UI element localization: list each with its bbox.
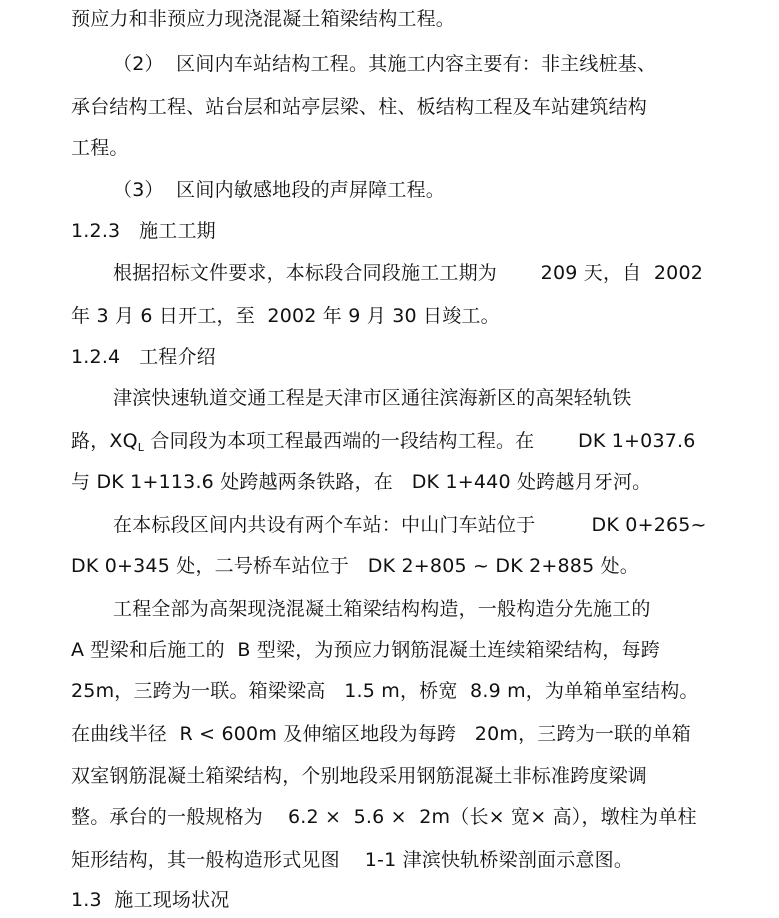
- section-heading: 1.2.4 工程介绍: [71, 346, 216, 368]
- text-line: A 型梁和后施工的 B 型梁，为预应力钢筋混凝土连续箱梁结构，每跨: [71, 639, 660, 661]
- text-line: 津滨快速轨道交通工程是天津市区通往滨海新区的高架轻轨铁: [113, 387, 632, 409]
- section-heading: 1.3 施工现场状况: [71, 889, 230, 911]
- text-span: 路，XQ: [71, 430, 138, 452]
- text-line: （3） 区间内敏感地段的声屏障工程。: [113, 179, 445, 201]
- section-heading: 1.2.3 施工工期: [71, 220, 216, 242]
- text-span: 合同段为本项工程最西端的一段结构工程。在 DK 1+037.6: [144, 430, 696, 452]
- text-line: DK 0+345 处，二号桥车站位于 DK 2+805 ~ DK 2+885 处。: [71, 555, 640, 577]
- text-line: 矩形结构，其一般构造形式见图 1-1 津滨快轨桥梁剖面示意图。: [71, 849, 634, 871]
- text-line: 在本标段区间内共设有两个车站：中山门车站位于 DK 0+265~: [113, 514, 707, 536]
- text-line: 双室钢筋混凝土箱梁结构，个别地段采用钢筋混凝土非标准跨度梁调: [71, 765, 648, 787]
- text-line: 在曲线半径 R < 600m 及伸缩区地段为每跨 20m，三跨为一联的单箱: [71, 723, 691, 745]
- text-line: 预应力和非预应力现浇混凝土箱梁结构工程。: [71, 8, 456, 30]
- text-line: 工程。: [71, 137, 129, 159]
- text-line: 承台结构工程、站台层和站亭层梁、柱、板结构工程及车站建筑结构: [71, 96, 648, 118]
- text-line: [71, 428, 696, 454]
- text-line: 25m，三跨为一联。箱梁梁高 1.5 m，桥宽 8.9 m，为单箱单室结构。: [71, 680, 699, 702]
- subscript: L: [137, 441, 145, 454]
- text-line: 与 DK 1+113.6 处跨越两条铁路，在 DK 1+440 处跨越月牙河。: [71, 471, 652, 493]
- text-line: 根据招标文件要求，本标段合同段施工工期为 209 天，自 2002: [113, 262, 704, 284]
- text-line: （2） 区间内车站结构工程。其施工内容主要有：非主线桩基、: [113, 53, 657, 75]
- text-line: 整。承台的一般规格为 6.2 × 5.6 × 2m（长× 宽× 高），墩柱为单柱: [71, 806, 697, 828]
- text-line: 工程全部为高架现浇混凝土箱梁结构构造，一般构造分先施工的: [113, 598, 651, 620]
- text-line: 年 3 月 6 日开工，至 2002 年 9 月 30 日竣工。: [71, 305, 500, 327]
